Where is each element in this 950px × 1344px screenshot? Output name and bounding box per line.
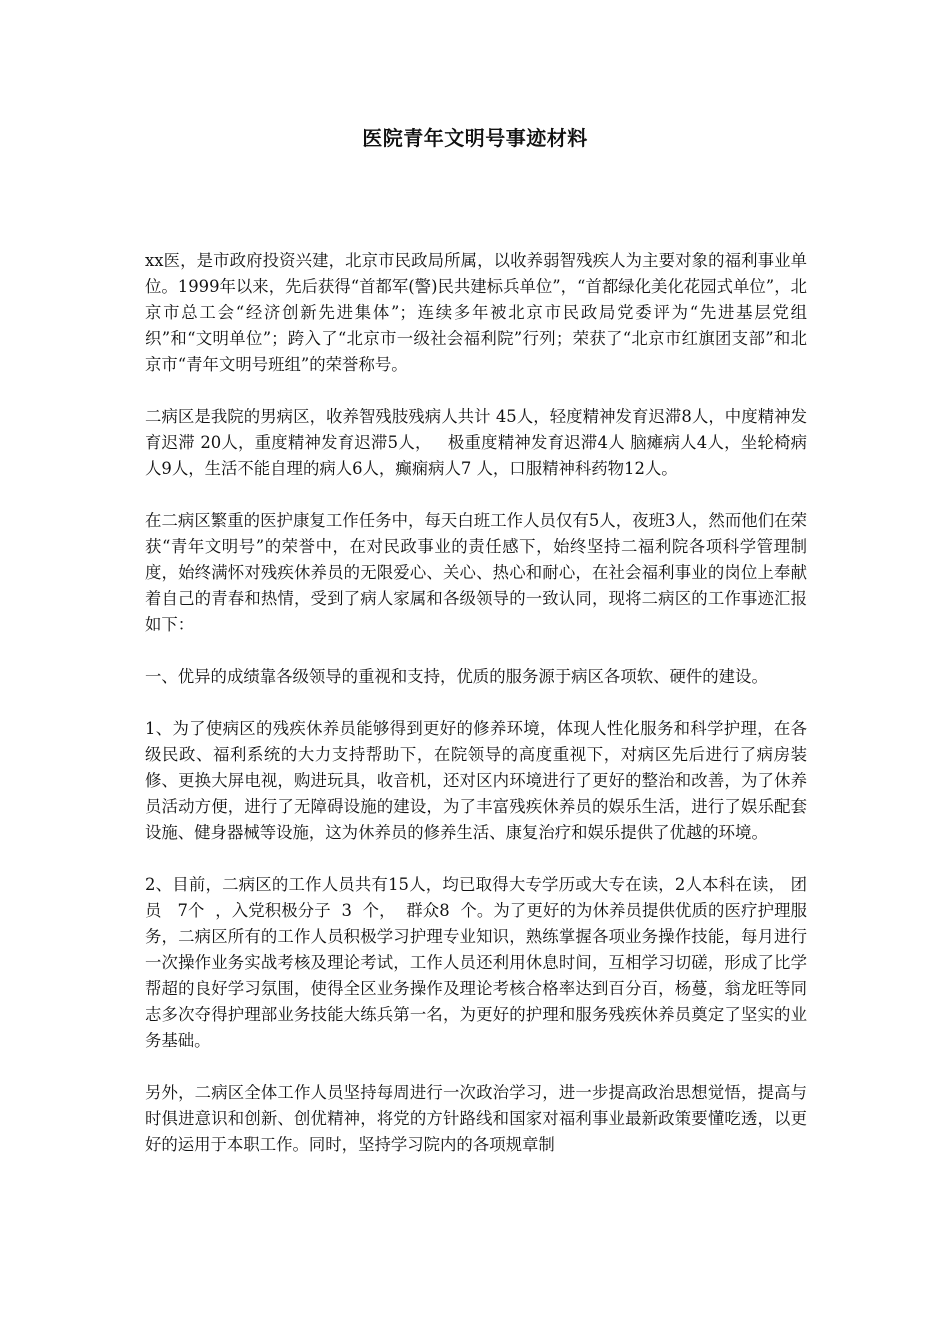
document-title: 医院青年文明号事迹材料 (362, 126, 588, 150)
paragraph-political-study: 另外，二病区全体工作人员坚持每周进行一次政治学习，进一步提高政治思想觉悟，提高与时俱进意识和创新、创优精神，将党的方针路线和国家对福利事业最新政策要懂吃透，以更好的运用于本职工作。同时，坚持学习院内的各项规章制 (145, 1083, 807, 1154)
paragraph-ward-work: 在二病区繁重的医护康复工作任务中，每天白班工作人员仅有5人，夜班3人，然而他们在荣获“青年文明号”的荣誉中，在对民政事业的责任感下，始终坚持二福利院各项科学管理制度，始终满怀对残疾休养员的无限爱心、关心、热心和耐心，在社会福利事业的岗位上奉献着自己的青春和热情，受到了病人家属和各级领导的一致认同，现将二病区的工作事迹汇报如下： (145, 511, 807, 634)
document-body (145, 248, 807, 1184)
paragraph-item-1: 1、为了使病区的残疾休养员能够得到更好的修养环境，体现人性化服务和科学护理，在各级民政、福利系统的大力支持帮助下，在院领导的高度重视下，对病区先后进行了病房装修、更换大屏电视，购进玩具，收音机，还对区内环境进行了更好的整治和改善，为了休养员活动方便，进行了无障碍设施的建设，为了丰富残疾休养员的娱乐生活，进行了娱乐配套设施、健身器械等设施，这为休养员的修养生活、康复治疗和娱乐提供了优越的环境。 (145, 719, 807, 842)
section-heading-1: 一、优异的成绩靠各级领导的重视和支持，优质的服务源于病区各项软、硬件的建设。 (145, 667, 768, 686)
paragraph-item-2: 2、目前，二病区的工作人员共有15人，均已取得大专学历或大专在读，2人本科在读， 团员 7个 ，入党积极分子 3 个， 群众8 个。为了更好的为休养员提供优质的医疗护理服务，二病区所有的工作人员积极学习护理专业知识，熟练掌握各项业务操作技能，每月进行一次操作业务实战考核及理论考试，工作人员还利用休息时间，互相学习切磋，形成了比学帮超的良好学习氛围，使得全区业务操作及理论考核合格率达到百分百，杨蔓，翁龙旺等同志多次夺得护理部业务技能大练兵第一名，为更好的护理和服务残疾休养员奠定了坚实的业务基础。 (145, 875, 807, 1050)
paragraph-intro: xx医，是市政府投资兴建，北京市民政局所属，以收养弱智残疾人为主要对象的福利事业单位。1999年以来，先后获得“首都军(警)民共建标兵单位”，“首都绿化美化花园式单位”，北京市总工会“经济创新先进集体”；连续多年被北京市民政局党委评为“先进基层党组织”和“文明单位”；跨入了“北京市一级社会福利院”行列；荣获了“北京市红旗团支部”和北京市“青年文明号班组”的荣誉称号。 (145, 251, 807, 374)
paragraph-ward-overview: 二病区是我院的男病区，收养智残肢残病人共计 45人，轻度精神发育迟滞8人，中度精神发育迟滞 20人，重度精神发育迟滞5人， 极重度精神发育迟滞4人 脑瘫病人4人，坐轮椅病人9人，生活不能自理的病人6人，癫痫病人7 人，口服精神科药物12人。 (145, 407, 807, 478)
